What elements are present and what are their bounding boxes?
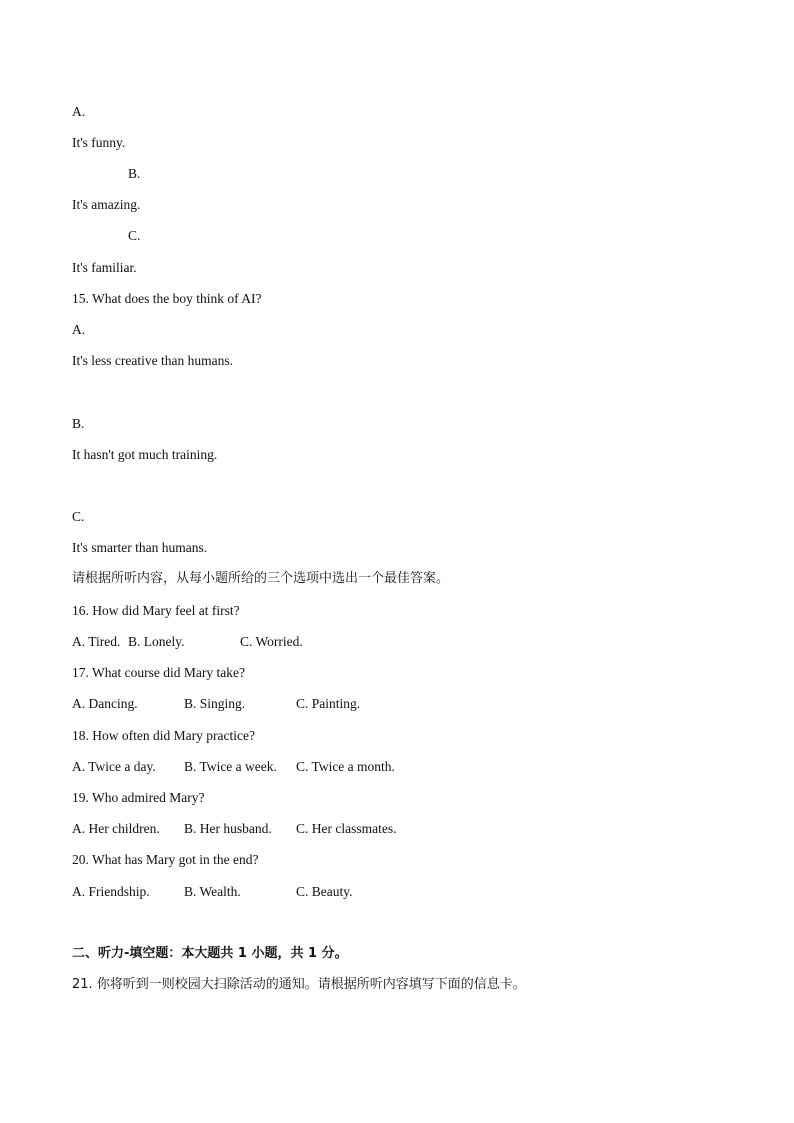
q17-option-c: C. Painting. [296, 696, 361, 711]
q20-option-c: C. Beauty. [296, 884, 353, 899]
q16-option-a: A. Tired. [72, 634, 121, 649]
question-16: 16. How did Mary feel at first? [72, 603, 240, 618]
q18-option-c: C. Twice a month. [296, 759, 395, 774]
q15-option-letter-b: B. [72, 416, 85, 431]
q19-option-b: B. Her husband. [184, 821, 272, 836]
q15-option-letter-a: A. [72, 322, 86, 337]
q18-option-b: B. Twice a week. [184, 759, 277, 774]
q17-options [72, 696, 772, 712]
section-instruction: 请根据所听内容，从每小题所给的三个选项中选出一个最佳答案。 [72, 571, 450, 586]
option-letter-a: A. [72, 104, 86, 119]
option-text-a: It's funny. [72, 135, 126, 150]
question-15: 15. What does the boy think of AI? [72, 291, 262, 306]
question-17: 17. What course did Mary take? [72, 665, 245, 680]
q15-option-text-c: It's smarter than humans. [72, 540, 208, 555]
q20-options [72, 884, 772, 900]
part2-heading: 二、听力-填空题：本大题共 1 小题，共 1 分。 [72, 946, 348, 961]
q16-options [72, 634, 772, 650]
q20-option-b: B. Wealth. [184, 884, 241, 899]
q15-option-text-a: It's less creative than humans. [72, 353, 234, 368]
q16-option-b: B. Lonely. [128, 634, 185, 649]
option-text-c: It's familiar. [72, 260, 137, 275]
q19-option-a: A. Her children. [72, 821, 160, 836]
q19-option-c: C. Her classmates. [296, 821, 397, 836]
q18-options [72, 759, 772, 775]
question-20: 20. What has Mary got in the end? [72, 852, 259, 867]
question-18: 18. How often did Mary practice? [72, 728, 255, 743]
question-19: 19. Who admired Mary? [72, 790, 205, 805]
q19-options [72, 821, 772, 837]
q17-option-a: A. Dancing. [72, 696, 138, 711]
option-letter-b: B. [128, 166, 141, 181]
question-21: 21. 你将听到一则校园大扫除活动的通知。请根据所听内容填写下面的信息卡。 [72, 977, 526, 992]
q15-option-letter-c: C. [72, 509, 85, 524]
q17-option-b: B. Singing. [184, 696, 246, 711]
q20-option-a: A. Friendship. [72, 884, 150, 899]
option-text-b: It's amazing. [72, 197, 141, 212]
q16-option-c: C. Worried. [240, 634, 303, 649]
q15-option-text-b: It hasn't got much training. [72, 447, 218, 462]
q18-option-a: A. Twice a day. [72, 759, 156, 774]
option-letter-c: C. [128, 228, 141, 243]
